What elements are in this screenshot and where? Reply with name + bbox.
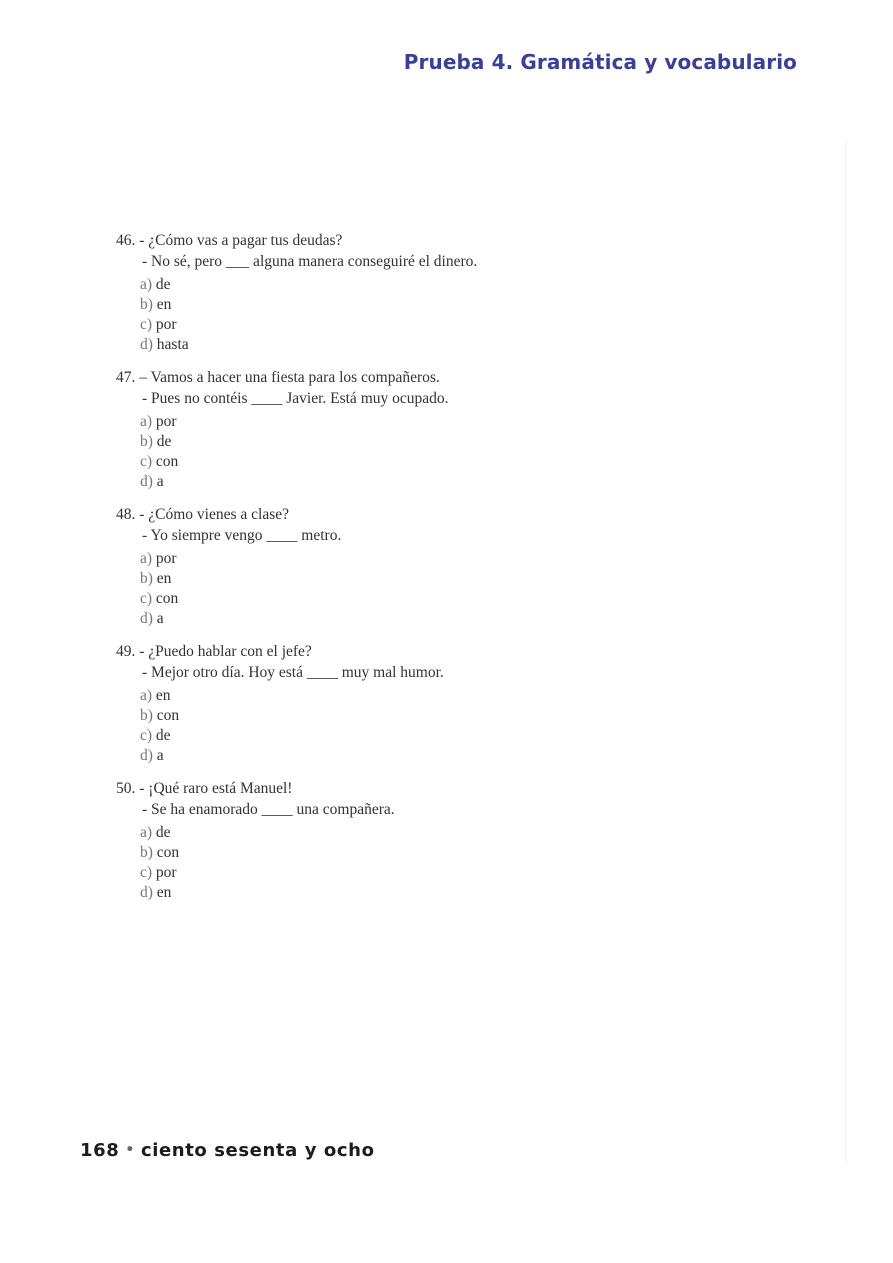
option-letter: a) (140, 276, 153, 293)
option-a[interactable] (116, 549, 756, 569)
options-list (116, 275, 756, 355)
option-b[interactable] (116, 432, 756, 452)
option-letter: b) (140, 296, 153, 313)
option-letter: b) (140, 570, 153, 587)
question-reply: - No sé, pero ___ alguna manera conseguiré el dinero. (142, 253, 478, 270)
option-text: a (156, 747, 164, 764)
option-letter: b) (140, 433, 153, 450)
option-letter: d) (140, 610, 153, 627)
question-number: 47. (116, 369, 136, 386)
question-prompt (116, 230, 756, 251)
option-a[interactable] (116, 686, 756, 706)
option-text: hasta (156, 336, 189, 353)
options-list (116, 549, 756, 629)
option-a[interactable] (116, 412, 756, 432)
page-number: 168 (80, 1140, 120, 1161)
option-d[interactable] (116, 746, 756, 766)
prompt-text: - ¿Cómo vas a pagar tus deudas? (139, 232, 343, 249)
option-letter: c) (140, 864, 153, 881)
option-letter: c) (140, 590, 153, 607)
option-letter: a) (140, 413, 153, 430)
option-text: de (155, 727, 171, 744)
option-letter: a) (140, 824, 153, 841)
option-letter: b) (140, 844, 153, 861)
option-text: en (156, 884, 172, 901)
question-prompt (116, 778, 756, 799)
option-text: con (155, 453, 179, 470)
question-prompt (116, 504, 756, 525)
option-letter: c) (140, 316, 153, 333)
option-letter: c) (140, 727, 153, 744)
option-a[interactable] (116, 275, 756, 295)
option-text: de (156, 433, 172, 450)
option-text: a (156, 473, 164, 490)
option-text: con (155, 590, 179, 607)
bullet-separator: • (125, 1142, 135, 1158)
option-c[interactable] (116, 863, 756, 883)
question-46 (116, 230, 756, 355)
page-number-words: ciento sesenta y ocho (140, 1140, 375, 1161)
option-text: por (155, 864, 177, 881)
option-letter: b) (140, 707, 153, 724)
question-reply: - Mejor otro día. Hoy está ____ muy mal humor. (142, 664, 444, 681)
option-d[interactable] (116, 609, 756, 629)
question-reply: - Pues no contéis ____ Javier. Está muy ocupado. (142, 390, 449, 407)
option-c[interactable] (116, 726, 756, 746)
question-reply: - Se ha enamorado ____ una compañera. (142, 801, 395, 818)
option-d[interactable] (116, 335, 756, 355)
question-prompt (116, 641, 756, 662)
option-letter: c) (140, 453, 153, 470)
question-number: 48. (116, 506, 136, 523)
option-c[interactable] (116, 315, 756, 335)
option-text: por (155, 316, 177, 333)
option-letter: a) (140, 687, 153, 704)
option-c[interactable] (116, 589, 756, 609)
question-50 (116, 778, 756, 903)
prompt-text: – Vamos a hacer una fiesta para los compañeros. (139, 369, 440, 386)
option-letter: d) (140, 884, 153, 901)
option-b[interactable] (116, 569, 756, 589)
option-d[interactable] (116, 472, 756, 492)
question-48 (116, 504, 756, 629)
question-number: 50. (116, 780, 136, 797)
question-number: 46. (116, 232, 136, 249)
option-text: en (156, 570, 172, 587)
option-text: con (156, 707, 180, 724)
option-text: por (155, 550, 177, 567)
prompt-text: - ¡Qué raro está Manuel! (139, 780, 293, 797)
option-text: a (156, 610, 164, 627)
page-edge-line (845, 140, 846, 1165)
option-letter: d) (140, 747, 153, 764)
option-letter: d) (140, 473, 153, 490)
options-list (116, 686, 756, 766)
question-49 (116, 641, 756, 766)
question-prompt (116, 367, 756, 388)
page-title: Prueba 4. Gramática y vocabulario (403, 50, 797, 74)
option-text: de (155, 276, 171, 293)
question-number: 49. (116, 643, 136, 660)
option-letter: a) (140, 550, 153, 567)
options-list (116, 412, 756, 492)
option-text: por (155, 413, 177, 430)
option-b[interactable] (116, 295, 756, 315)
option-b[interactable] (116, 843, 756, 863)
prompt-text: - ¿Cómo vienes a clase? (139, 506, 290, 523)
option-b[interactable] (116, 706, 756, 726)
option-d[interactable] (116, 883, 756, 903)
option-text: con (156, 844, 180, 861)
page-footer (80, 1140, 375, 1161)
prompt-text: - ¿Puedo hablar con el jefe? (139, 643, 312, 660)
question-reply: - Yo siempre vengo ____ metro. (142, 527, 342, 544)
questions-list (116, 230, 756, 915)
options-list (116, 823, 756, 903)
option-text: en (155, 687, 171, 704)
option-c[interactable] (116, 452, 756, 472)
option-text: en (156, 296, 172, 313)
question-47 (116, 367, 756, 492)
option-a[interactable] (116, 823, 756, 843)
option-text: de (155, 824, 171, 841)
option-letter: d) (140, 336, 153, 353)
